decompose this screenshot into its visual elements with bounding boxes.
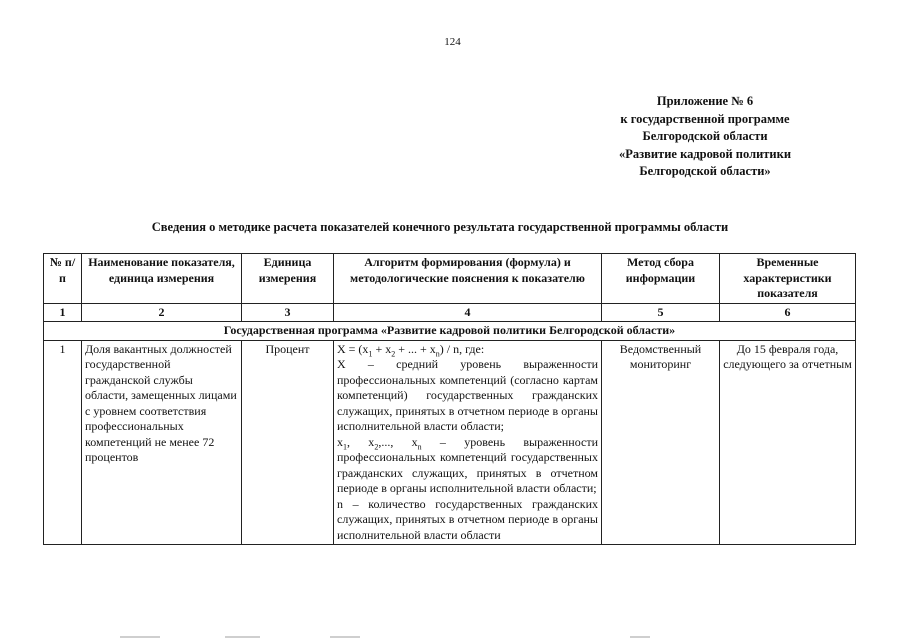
n-definition: n – количество государственных гражданских служащих, принятых в отчетном периоде в органы исполнительной власти области bbox=[337, 496, 598, 542]
row-number: 1 bbox=[44, 340, 82, 545]
scan-artifact bbox=[630, 636, 650, 638]
column-number: 6 bbox=[720, 303, 856, 322]
indicator-name: Доля вакантных должностей государственной гражданской службы области, замещенных лицами с уровнем соответствия профессиональных компетенций не менее 72 процентов bbox=[82, 340, 242, 545]
column-number: 2 bbox=[82, 303, 242, 322]
xi-definition: $x_1$, $x_2$,..., $x_n$ – уровень выраженности профессиональных компетенций государственных гражданских служащих, принятых в отчетном периоде в органы исполнительной власти области; bbox=[337, 434, 599, 495]
header-time: Временные характеристики показателя bbox=[720, 254, 856, 304]
formula: $X = (x_1 + x_2$ + ... + $x_n$) / n, где: bbox=[337, 341, 485, 358]
table-header-row bbox=[44, 254, 856, 304]
section-title: Государственная программа «Развитие кадровой политики Белгородской области» bbox=[44, 322, 856, 341]
appendix-line: Приложение № 6 bbox=[656, 94, 754, 108]
column-number: 5 bbox=[602, 303, 720, 322]
table-row bbox=[44, 340, 856, 545]
appendix-line: Белгородской области bbox=[642, 129, 768, 143]
collection-method: Ведомственный мониторинг bbox=[602, 340, 720, 545]
scan-artifact bbox=[120, 636, 160, 638]
header-unit: Единица измерения bbox=[242, 254, 334, 304]
header-name: Наименование показателя, единица измерения bbox=[82, 254, 242, 304]
scan-artifact bbox=[225, 636, 260, 638]
algorithm-cell bbox=[334, 340, 602, 545]
appendix-line: к государственной программе bbox=[620, 111, 790, 126]
page-number: 124 bbox=[444, 36, 461, 48]
appendix-block bbox=[575, 93, 835, 181]
header-num: № п/п bbox=[44, 254, 82, 304]
appendix-line: «Развитие кадровой политики bbox=[618, 146, 792, 161]
x-definition: X – средний уровень выраженности профессиональных компетенций (согласно картам компетенций) государственных гражданских служащих, принятых в отчетном периоде в органы исполнительной власти области; bbox=[337, 357, 598, 433]
appendix-line: Белгородской области» bbox=[639, 164, 771, 178]
scan-artifact bbox=[330, 636, 360, 638]
time-characteristics: До 15 февраля года, следующего за отчетным bbox=[720, 340, 856, 545]
column-number: 4 bbox=[334, 303, 602, 322]
column-number: 1 bbox=[44, 303, 82, 322]
column-number: 3 bbox=[242, 303, 334, 322]
unit-of-measure: Процент bbox=[242, 340, 334, 545]
header-method: Метод сбора информации bbox=[602, 254, 720, 304]
document-title: Сведения о методике расчета показателей конечного результата государственной программы области bbox=[151, 220, 729, 234]
header-algorithm: Алгоритм формирования (формула) и методологические пояснения к показателю bbox=[334, 254, 602, 304]
section-row bbox=[44, 322, 856, 341]
methodology-table bbox=[43, 253, 856, 545]
column-numbers-row bbox=[44, 303, 856, 322]
